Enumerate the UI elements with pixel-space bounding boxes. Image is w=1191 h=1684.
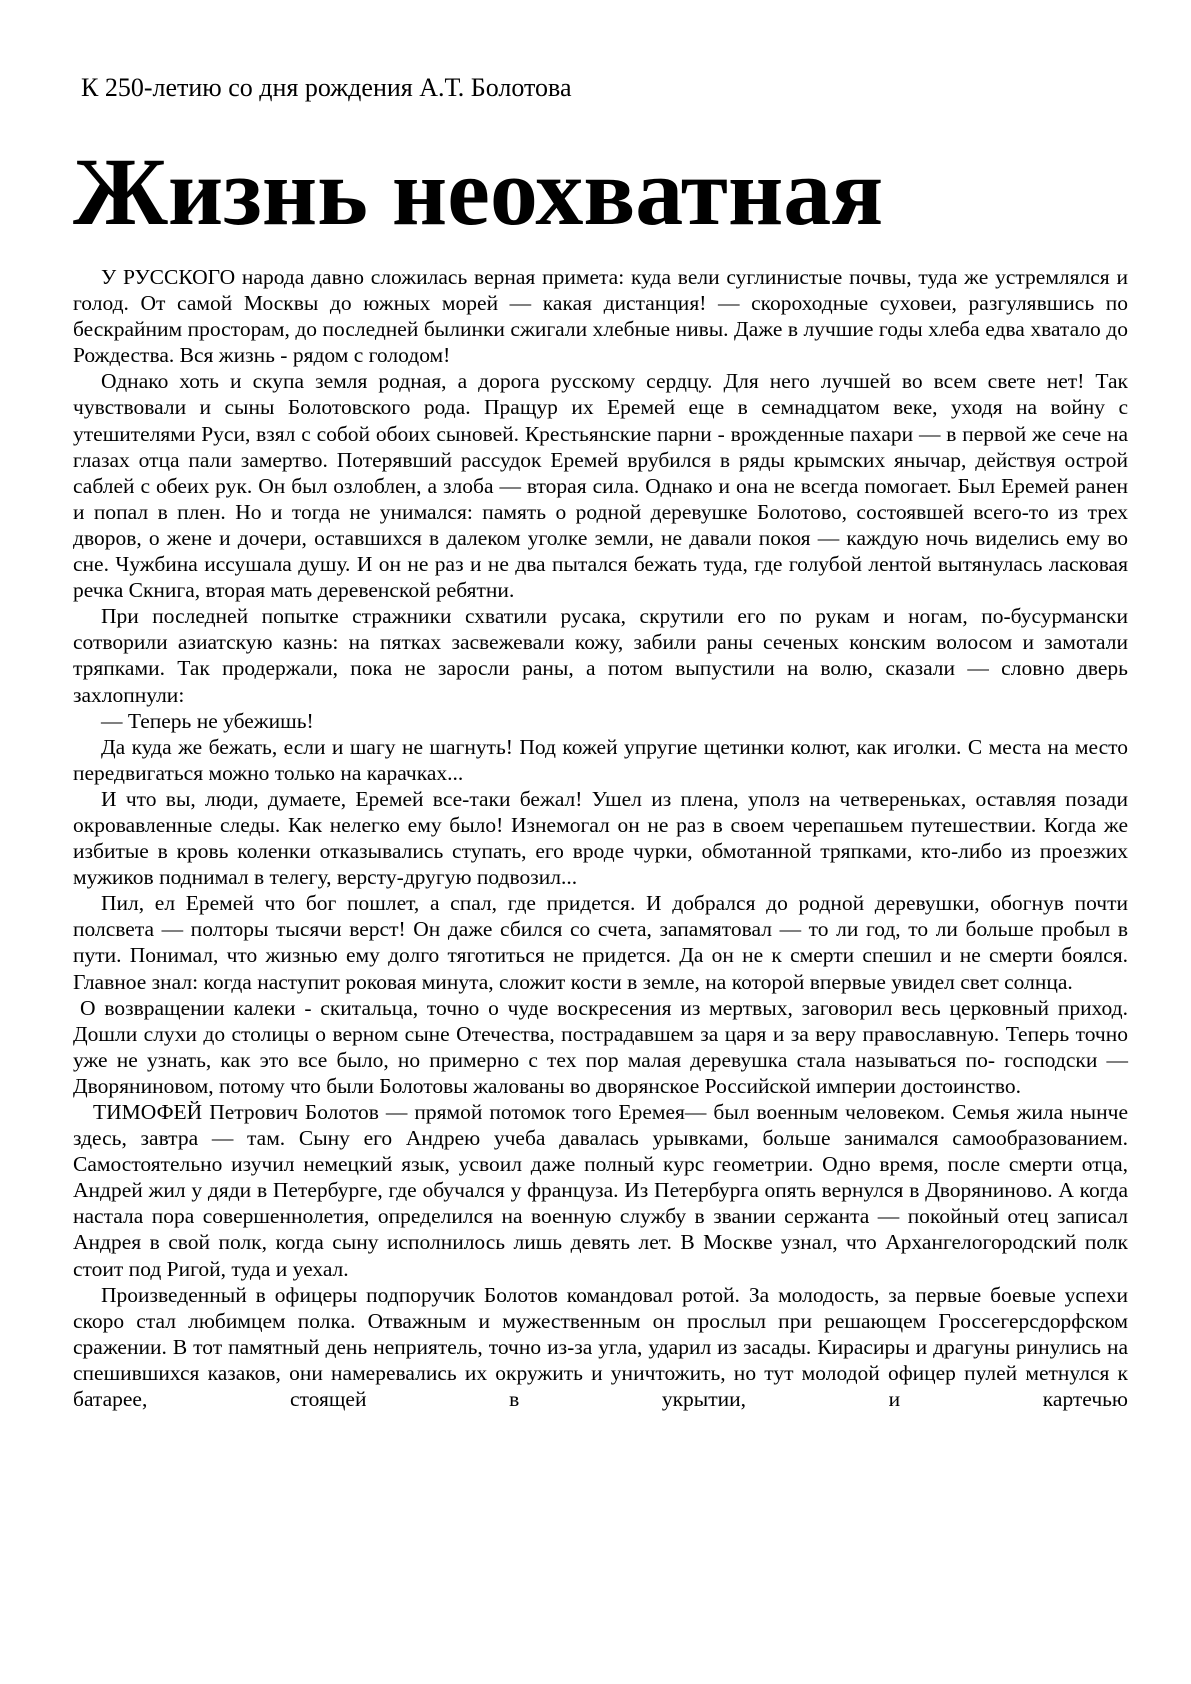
paragraph-4: — Теперь не убежишь! bbox=[101, 708, 314, 733]
paragraph-1: У РУССКОГО народа давно сложилась верная примета: куда вели суглинистые почвы, туда же устремлялся и голод. От самой Москвы до южных морей — какая дистанция! — скороходные суховеи, разгулявшись по бескрайним просторам, до последней былинки сжигали хлебные нивы. Даже в лучшие годы хлеба едва хватало до Рождества. Вся жизнь - рядом с голодом! bbox=[73, 265, 1128, 368]
paragraph-8: О возвращении калеки - скитальца, точно о чуде воскресения из мертвых, заговорил весь церковный приход. Дошли слухи до столицы о верном сыне Отечества, пострадавшем за царя и за веру православную. Теперь точно уже не узнать, как это все было, но примерно с тех пор малая деревушка стала называться по- господски — Дворяниновом, потому что были Болотовы жалованы во дворянское Российской империи достоинство. bbox=[73, 995, 1128, 1098]
dedication-line: К 250-летию со дня рождения А.Т. Болотова bbox=[81, 73, 572, 102]
paragraph-7: Пил, ел Еремей что бог пошлет, а спал, где придется. И добрался до родной деревушки, обогнув почти полсвета — полторы тысячи верст! Он даже сбился со счета, запамятовал — то ли год, то ли больше пробыл в пути. Понимал, что жизнью ему долго тяготиться не придется. Да он не к смерти спешил и не смерти боялся. Главное знал: когда наступит роковая минута, сложит кости в земле, на которой впервые увидел свет солнца. bbox=[73, 891, 1128, 994]
paragraph-5: Да куда же бежать, если и шагу не шагнуть! Под кожей упругие щетинки колют, как иголки. С места на место передвигаться можно только на карачках... bbox=[73, 734, 1128, 785]
article-title: Жизнь неохватная bbox=[73, 138, 884, 245]
paragraph-2: Однако хоть и скупа земля родная, а дорога русскому сердцу. Для него лучшей во всем свете нет! Так чувствовали и сыны Болотовского рода. Пращур их Еремей еще в семнадцатом веке, уходя на войну с утешителями Руси, взял с собой обоих сыновей. Крестьянские парни - врожденные пахари — в первой же сече на глазах отца пали замертво. Потерявший рассудок Еремей врубился в ряды крымских янычар, действуя острой саблей с обеих рук. Он был озлоблен, а злоба — вторая сила. Однако и она не всегда помогает. Был Еремей ранен и попал в плен. Но и тогда не унимался: память о родной деревушке Болотово, состоявшей всего-то из трех дворов, о жене и дочери, оставшихся в далеком уголке земли, не давали покоя — каждую ночь виделись ему во сне. Чужбина иссушала душу. И он не раз и не два пытался бежать туда, где голубой лентой вытянулась ласковая речка Скнига, вторая мать деревенской ребятни. bbox=[73, 369, 1128, 603]
paragraph-10: Произведенный в офицеры подпоручик Болотов командовал ротой. За молодость, за первые боевые успехи скоро стал любимцем полка. Отважным и мужественным он прослыл при решающем Гроссегерсдорфском сражении. В тот памятный день неприятель, точно из-за угла, ударил из засады. Кирасиры и драгуны ринулись на спешившихся казаков, они намеревались их окружить и уничтожить, но тут молодой офицер пулей метнулся к батарее, стоящей в укрытии, и картечью bbox=[73, 1282, 1128, 1412]
article-body bbox=[73, 264, 1128, 1412]
paragraph-9: ТИМОФЕЙ Петрович Болотов — прямой потомок того Еремея— был военным человеком. Семья жила нынче здесь, завтра — там. Сыну его Андрею учеба давалась урывками, больше занимался самообразованием. Самостоятельно изучил немецкий язык, усвоил даже полный курс геометрии. Одно время, после смерти отца, Андрей жил у дяди в Петербурге, где обучался у француза. Из Петербурга опять вернулся в Дворяниново. А когда настала пора совершеннолетия, определился на военную службу в звании сержанта — покойный отец записал Андрея в свой полк, когда сыну исполнилось лишь девять лет. В Москве узнал, что Архангелогородский полк стоит под Ригой, туда и уехал. bbox=[73, 1100, 1128, 1281]
paragraph-6: И что вы, люди, думаете, Еремей все-таки бежал! Ушел из плена, уполз на четвереньках, оставляя позади окровавленные следы. Как нелегко ему было! Изнемогал он не раз в своем черепашьем путешествии. Когда же избитые в кровь коленки отказывались ступать, его вроде чурки, обмотанной тряпками, кто-либо из проезжих мужиков поднимал в телегу, версту-другую подвозил... bbox=[73, 786, 1128, 890]
paragraph-3: При последней попытке стражники схватили русака, скрутили его по рукам и ногам, по-бусурмански сотворили азиатскую казнь: на пятках засвежевали кожу, забили раны сеченых конским волосом и замотали тряпками. Так продержали, пока не заросли раны, а потом выпустили на волю, сказали — словно дверь захлопнули: bbox=[73, 604, 1128, 707]
